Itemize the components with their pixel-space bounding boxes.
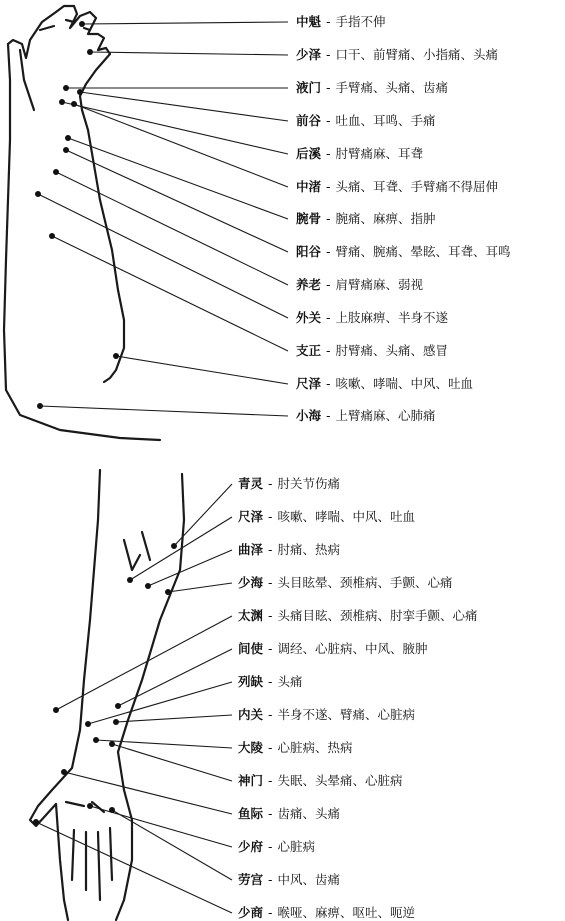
label-separator: - [264, 773, 277, 788]
acupoint-marker [171, 543, 177, 549]
label-separator: - [264, 575, 277, 590]
acupoint-label [238, 575, 453, 590]
acupoint-indications: 调经、心脏病、中风、腋肿 [277, 641, 428, 656]
acupoint-name: 腕骨 [296, 211, 322, 226]
acupoint-marker [165, 589, 171, 595]
label-separator: - [264, 476, 277, 491]
leader-line [56, 172, 288, 285]
label-separator: - [322, 244, 335, 259]
acupoint-marker [71, 101, 77, 107]
label-separator: - [322, 80, 335, 95]
acupoint-marker [79, 21, 85, 27]
acupoint-name: 尺泽 [238, 509, 264, 524]
acupoint-indications: 头痛 [277, 674, 303, 689]
label-separator: - [322, 14, 335, 29]
acupoint-indications: 咳嗽、哮喘、中风、吐血 [335, 376, 473, 391]
acupoint-indications: 头痛、耳聋、手臂痛不得屈伸 [335, 179, 498, 194]
acupoint-label [296, 408, 436, 423]
acupoint-label [238, 707, 415, 722]
acupoint-name: 大陵 [238, 740, 264, 755]
leader-line [56, 616, 232, 710]
label-separator: - [264, 542, 277, 557]
acupoint-name: 少海 [238, 575, 264, 590]
acupoint-name: 阳谷 [296, 244, 322, 259]
acupoint-indications: 肘臂痛、头痛、感冒 [335, 343, 448, 358]
acupoint-indications: 腕痛、麻痹、指肿 [335, 211, 436, 226]
acupoint-name: 中渚 [296, 179, 322, 194]
label-separator: - [322, 376, 335, 391]
leader-line [80, 92, 288, 121]
acupoint-label [238, 608, 478, 623]
leader-line [38, 194, 288, 318]
label-separator: - [264, 674, 277, 689]
label-separator: - [322, 211, 335, 226]
acupoint-name: 少府 [238, 839, 264, 854]
acupoint-label [296, 211, 436, 226]
acupoint-marker [77, 89, 83, 95]
leader-line [112, 744, 232, 781]
acupoint-label [238, 641, 428, 656]
acupoint-name: 中魁 [296, 14, 322, 29]
acupoint-marker [63, 147, 69, 153]
acupoint-indications: 上肢麻痹、半身不遂 [335, 310, 448, 325]
acupoint-label [238, 542, 340, 557]
acupoint-indications: 失眠、头晕痛、心脏病 [277, 773, 403, 788]
label-separator: - [322, 408, 335, 423]
acupoint-marker [49, 233, 55, 239]
leader-line [90, 52, 288, 55]
acupoint-indications: 咳嗽、哮喘、中风、吐血 [277, 509, 415, 524]
acupoint-label [296, 14, 386, 29]
acupoint-name: 尺泽 [296, 376, 322, 391]
label-separator: - [264, 608, 277, 623]
acupoint-indications: 头目眩晕、颈椎病、手颤、心痛 [277, 575, 453, 590]
acupoint-name: 鱼际 [238, 806, 264, 821]
acupoint-name: 少泽 [296, 47, 322, 62]
acupoint-name: 外关 [296, 310, 322, 325]
acupoint-label [238, 905, 415, 920]
acupoint-marker [53, 707, 59, 713]
label-separator: - [264, 872, 277, 887]
acupoint-indications: 喉哑、麻痹、呕吐、呃逆 [277, 905, 415, 920]
acupoint-label [296, 277, 423, 292]
acupoint-marker [87, 803, 93, 809]
acupoint-indications: 吐血、耳鸣、手痛 [335, 113, 436, 128]
acupoint-indications: 手指不伸 [335, 14, 386, 29]
acupoint-name: 后溪 [296, 146, 322, 161]
acupoint-name: 劳宫 [238, 872, 264, 887]
label-separator: - [264, 740, 277, 755]
acupoint-indications: 肩臂痛麻、弱视 [335, 277, 423, 292]
leader-line [52, 236, 288, 351]
acupoint-marker [65, 135, 71, 141]
acupoint-label [296, 310, 448, 325]
acupoint-label [296, 80, 448, 95]
label-separator: - [264, 905, 277, 920]
acupoint-label [238, 476, 340, 491]
acupoint-name: 列缺 [238, 674, 264, 689]
acupoint-marker [63, 85, 69, 91]
label-separator: - [264, 806, 277, 821]
leader-line [130, 517, 232, 580]
leader-line [116, 356, 288, 384]
label-separator: - [322, 113, 335, 128]
acupoint-marker [85, 721, 91, 727]
label-separator: - [322, 343, 335, 358]
acupoint-label [238, 509, 415, 524]
acupoint-indications: 口干、前臂痛、小指痛、头痛 [335, 47, 498, 62]
acupoint-label [238, 773, 403, 788]
acupoint-marker [61, 769, 67, 775]
label-separator: - [264, 839, 277, 854]
lower-arm-outline [30, 470, 184, 920]
upper-arm-outline [4, 6, 160, 440]
acupoint-indications: 心脏病、热病 [277, 740, 353, 755]
leader-line [36, 822, 232, 913]
label-separator: - [264, 707, 277, 722]
acupoint-indications: 肘关节伤痛 [277, 476, 340, 491]
leader-line [96, 740, 232, 748]
acupoint-marker [109, 741, 115, 747]
leader-line [88, 682, 232, 724]
leader-line [116, 715, 232, 722]
acupoint-marker [109, 807, 115, 813]
acupoint-label [296, 179, 498, 194]
label-separator: - [264, 641, 277, 656]
acupoint-name: 少商 [238, 905, 264, 920]
acupoint-marker [59, 99, 65, 105]
acupoint-label [296, 376, 473, 391]
acupoint-marker [37, 403, 43, 409]
acupoint-label [296, 146, 423, 161]
acupoint-indications: 臂痛、腕痛、晕眩、耳聋、耳鸣 [335, 244, 511, 259]
acupoint-marker [115, 703, 121, 709]
acupoint-label [238, 740, 353, 755]
acupoint-name: 青灵 [238, 476, 264, 491]
acupoint-indications: 肘痛、热病 [277, 542, 340, 557]
acupoint-name: 内关 [238, 707, 264, 722]
acupoint-indications: 上臂痛麻、心肺痛 [335, 408, 436, 423]
label-separator: - [322, 179, 335, 194]
acupoint-name: 支正 [296, 343, 322, 358]
label-separator: - [322, 47, 335, 62]
acupoint-marker [127, 577, 133, 583]
leader-line [40, 406, 288, 416]
acupoint-name: 前谷 [296, 113, 322, 128]
acupoint-label [296, 343, 448, 358]
label-separator: - [264, 509, 277, 524]
acupoint-indications: 半身不遂、臂痛、心脏病 [277, 707, 415, 722]
acupoint-name: 太渊 [238, 608, 264, 623]
acupoint-indications: 中风、齿痛 [277, 872, 340, 887]
leader-line [148, 550, 232, 586]
acupoint-indications: 心脏病 [277, 839, 315, 854]
label-separator: - [322, 310, 335, 325]
acupoint-label [296, 244, 511, 259]
leader-line [118, 649, 232, 706]
acupoint-indications: 齿痛、头痛 [277, 806, 340, 821]
acupoint-marker [87, 49, 93, 55]
acupoint-marker [93, 737, 99, 743]
acupoint-name: 曲泽 [238, 542, 264, 557]
acupoint-name: 养老 [296, 277, 322, 292]
acupoint-label [238, 674, 303, 689]
acupoint-marker [113, 719, 119, 725]
acupoint-name: 小海 [296, 408, 322, 423]
acupoint-marker [33, 819, 39, 825]
leader-line [168, 583, 232, 592]
acupoint-indications: 肘臂痛麻、耳聋 [335, 146, 423, 161]
label-separator: - [322, 146, 335, 161]
acupoint-label [238, 872, 340, 887]
acupoint-marker [35, 191, 41, 197]
acupoint-label [296, 47, 498, 62]
acupoint-label [238, 839, 315, 854]
acupoint-name: 神门 [238, 773, 264, 788]
leader-line [62, 102, 288, 154]
leader-line [82, 22, 288, 24]
acupoint-indications: 手臂痛、头痛、齿痛 [335, 80, 448, 95]
acupoint-name: 液门 [296, 80, 322, 95]
acupoint-label [296, 113, 436, 128]
acupoint-name: 间使 [238, 641, 264, 656]
acupoint-marker [113, 353, 119, 359]
label-separator: - [322, 277, 335, 292]
acupoint-indications: 头痛目眩、颈椎病、肘挛手颤、心痛 [277, 608, 478, 623]
acupoint-marker [53, 169, 59, 175]
acupoint-marker [145, 583, 151, 589]
acupoint-label [238, 806, 340, 821]
